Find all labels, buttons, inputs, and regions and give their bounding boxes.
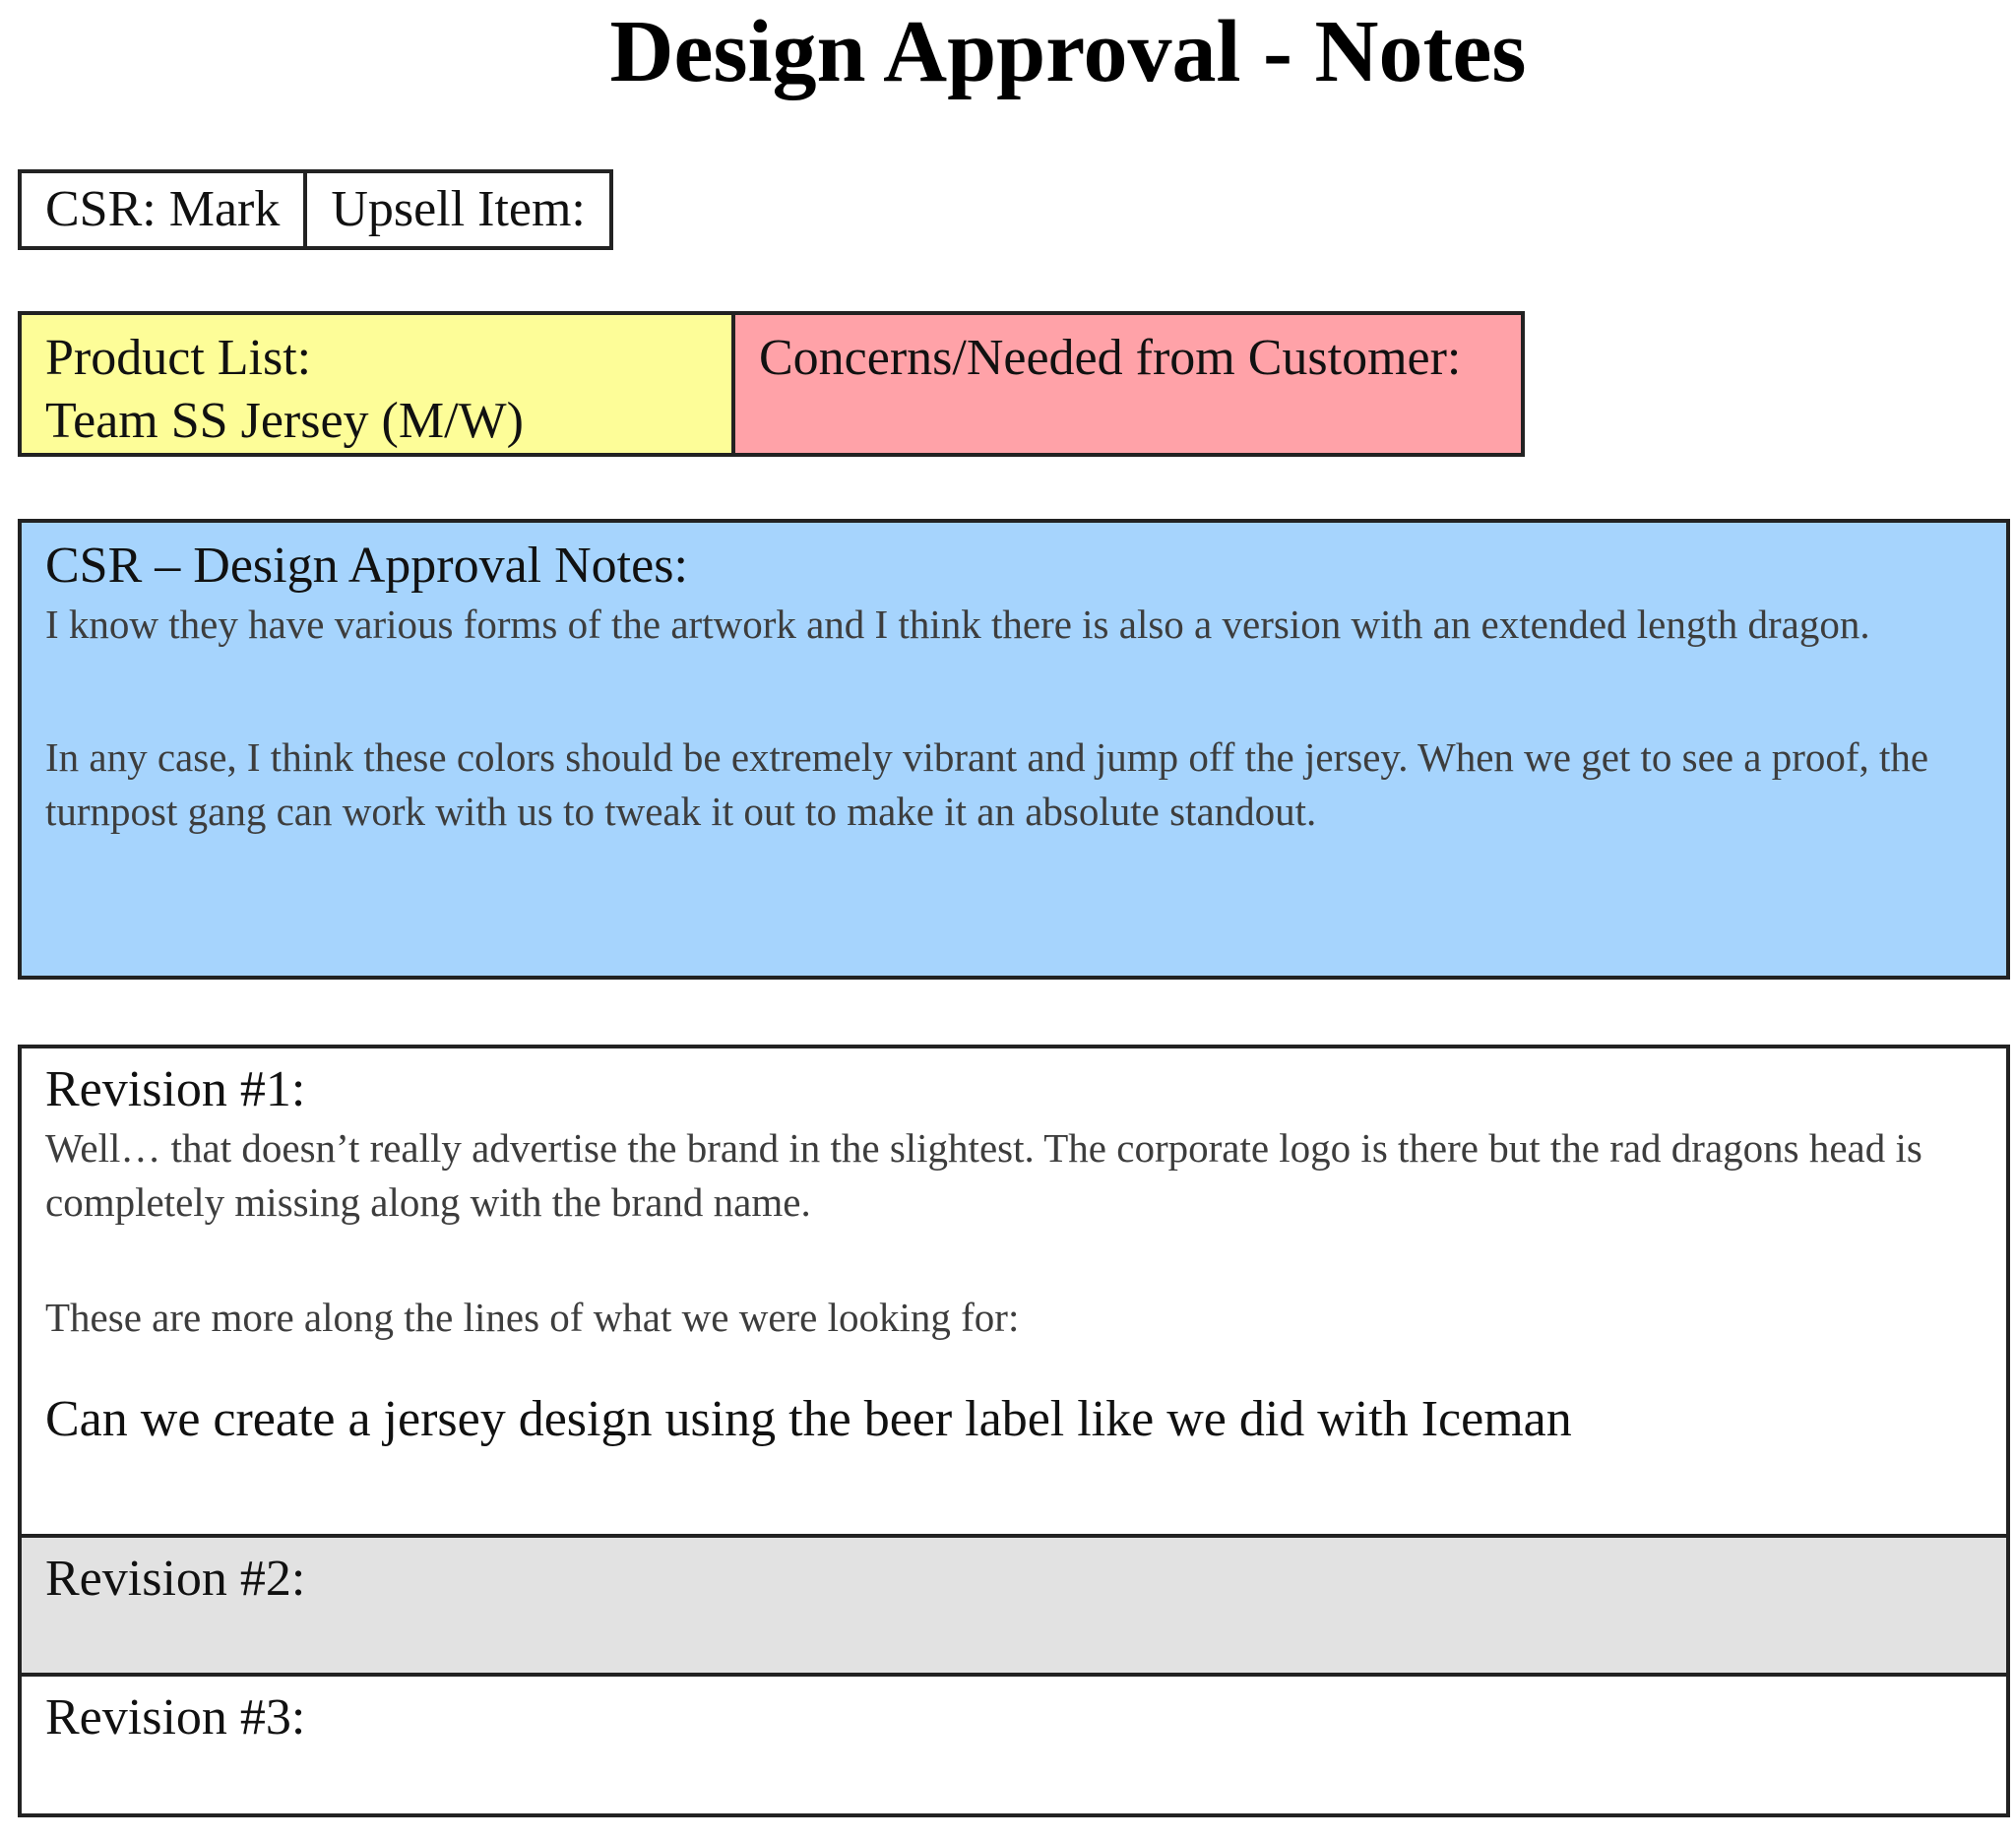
revision-1-paragraph-2: These are more along the lines of what we were looking for: [45,1295,1020,1340]
upsell-item-cell: Upsell Item: [303,173,609,246]
revision-2-section [22,1538,2006,1677]
csr-design-notes-box [18,519,2010,980]
page-title: Design Approval - Notes [609,3,1527,100]
product-list-item: Team SS Jersey (M/W) [45,393,524,449]
revision-2-heading: Revision #2: [45,1551,306,1607]
csr-upsell-row [18,169,613,250]
revision-1-heading: Revision #1: [45,1061,306,1117]
revision-1-paragraph-1: Well… that doesn’t really advertise the brand in the slightest. The corporate logo is there but the rad dragons head is completely missing along with the brand name. [45,1125,1922,1225]
csr-name-cell: CSR: Mark [45,181,281,237]
product-list-box [18,311,735,457]
revision-3-heading: Revision #3: [45,1689,306,1746]
revision-1-request: Can we create a jersey design using the beer label like we did with Iceman [45,1391,1572,1447]
product-list-heading: Product List: [45,330,312,386]
csr-notes-heading: CSR – Design Approval Notes: [45,538,688,594]
revision-1-section [22,1048,2006,1538]
concerns-heading: Concerns/Needed from Customer: [759,330,1462,386]
revisions-table [18,1045,2010,1817]
csr-notes-paragraph-1: I know they have various forms of the artwork and I think there is also a version with an extended length dragon. [45,602,1870,647]
csr-notes-paragraph-2: In any case, I think these colors should be extremely vibrant and jump off the jersey. When we get to see a proof, the turnpost gang can work with us to tweak it out to make it an absolute standout. [45,734,1929,834]
concerns-box [731,311,1525,457]
revision-3-section [22,1677,2006,1813]
